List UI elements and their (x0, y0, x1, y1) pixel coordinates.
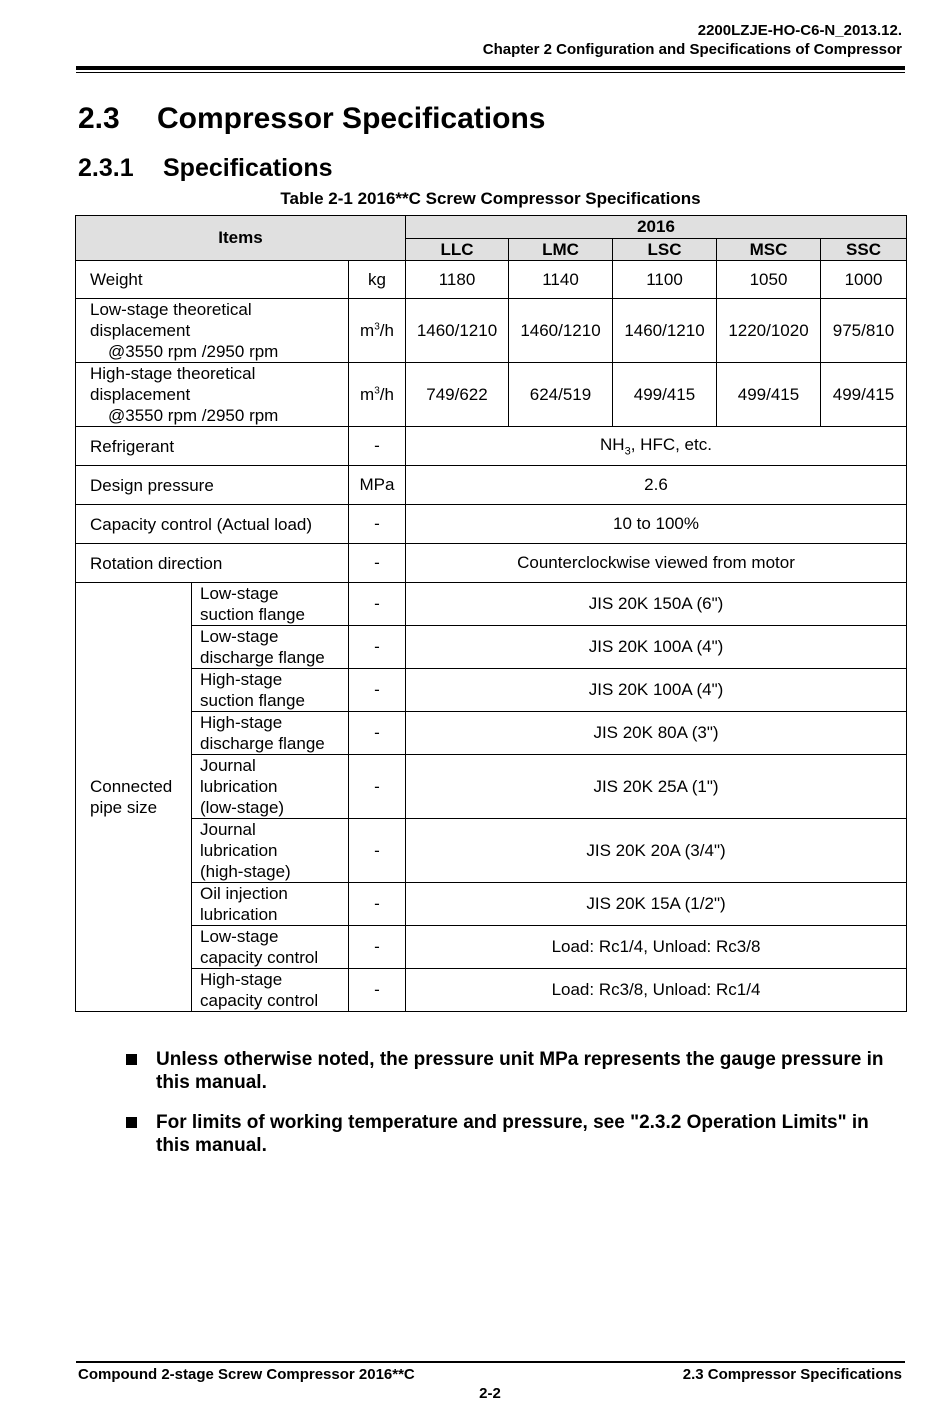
table-row (76, 969, 907, 1012)
high-displacement-line3: @3550 rpm /2950 rpm (108, 406, 279, 425)
section-heading (78, 102, 545, 136)
design-pressure-label: Design pressure (76, 466, 349, 505)
high-displacement-llc: 749/622 (406, 363, 509, 427)
pipe-item-unit: - (349, 883, 406, 926)
pipe-item-value: JIS 20K 100A (4") (406, 669, 907, 712)
low-displacement-line2: displacement (90, 321, 191, 340)
page-number: 2-2 (479, 1385, 501, 1402)
connected-pipe-size-label: Connected pipe size (76, 583, 192, 1012)
capacity-control-unit: - (349, 505, 406, 544)
low-displacement-unit: $m^3/h$ (349, 299, 406, 363)
weight-label: Weight (76, 261, 349, 299)
rotation-label: Rotation direction (76, 544, 349, 583)
pipe-item-value: JIS 20K 20A (3/4") (406, 819, 907, 883)
high-displacement-msc: 499/415 (717, 363, 821, 427)
pipe-item-value: Load: Rc1/4, Unload: Rc3/8 (406, 926, 907, 969)
table-row (76, 712, 907, 755)
capacity-control-value: 10 to 100% (406, 505, 907, 544)
model-lsc-header: LSC (613, 239, 717, 261)
model-llc-header: LLC (406, 239, 509, 261)
footer-rule (76, 1361, 905, 1363)
note-text: For limits of working temperature and pressure, see "2.3.2 Operation Limits" in this manual. (156, 1112, 869, 1156)
table-row (76, 669, 907, 712)
square-bullet-icon (126, 1054, 137, 1065)
pipe-item-unit: - (349, 926, 406, 969)
section-number: 2.3 (78, 102, 120, 135)
pipe-item-value: JIS 20K 15A (1/2") (406, 883, 907, 926)
high-displacement-lmc: 624/519 (509, 363, 613, 427)
pipe-item-label: Oil injection lubrication (192, 883, 349, 926)
pipe-item-label: Low-stage discharge flange (192, 626, 349, 669)
capacity-control-label: Capacity control (Actual load) (76, 505, 349, 544)
items-header: Items (76, 216, 406, 261)
pipe-item-unit: - (349, 583, 406, 626)
weight-unit: kg (349, 261, 406, 299)
pipe-item-unit: - (349, 819, 406, 883)
table-row (76, 755, 907, 819)
notes (124, 1048, 904, 1174)
pipe-item-label: Low-stage suction flange (192, 583, 349, 626)
table-row (76, 261, 907, 299)
table-row (76, 427, 907, 466)
table-row (76, 926, 907, 969)
weight-llc: 1180 (406, 261, 509, 299)
table-row (76, 583, 907, 626)
square-bullet-icon (126, 1117, 137, 1128)
pipe-item-value: Load: Rc3/8, Unload: Rc1/4 (406, 969, 907, 1012)
table-row (76, 363, 907, 427)
subsection-title: Specifications (163, 154, 333, 182)
pipe-item-unit: - (349, 712, 406, 755)
pipe-item-value: JIS 20K 80A (3") (406, 712, 907, 755)
pipe-item-label: Journal lubrication (low-stage) (192, 755, 349, 819)
refrigerant-label: Refrigerant (76, 427, 349, 466)
table-row (76, 466, 907, 505)
low-displacement-lmc: 1460/1210 (509, 299, 613, 363)
model-msc-header: MSC (717, 239, 821, 261)
table-row (76, 544, 907, 583)
table-row (76, 505, 907, 544)
high-displacement-lsc: 499/415 (613, 363, 717, 427)
pipe-item-value: JIS 20K 25A (1") (406, 755, 907, 819)
weight-lmc: 1140 (509, 261, 613, 299)
pipe-item-value: JIS 20K 150A (6") (406, 583, 907, 626)
model-header: 2016 (406, 216, 907, 239)
refrigerant-unit: - (349, 427, 406, 466)
table-row (76, 819, 907, 883)
high-displacement-ssc: 499/415 (821, 363, 907, 427)
pipe-item-unit: - (349, 669, 406, 712)
document-code: 2200LZJE-HO-C6-N_2013.12. (697, 22, 902, 39)
pipe-item-label: High-stage capacity control (192, 969, 349, 1012)
refrigerant-value: $NH_3$, HFC, etc. (406, 427, 907, 466)
weight-ssc: 1000 (821, 261, 907, 299)
pipe-item-label: High-stage suction flange (192, 669, 349, 712)
low-displacement-msc: 1220/1020 (717, 299, 821, 363)
pipe-item-unit: - (349, 755, 406, 819)
low-displacement-lsc: 1460/1210 (613, 299, 717, 363)
subsection-number: 2.3.1 (78, 154, 134, 182)
table-row (76, 299, 907, 363)
model-ssc-header: SSC (821, 239, 907, 261)
rotation-value: Counterclockwise viewed from motor (406, 544, 907, 583)
low-displacement-line3: @3550 rpm /2950 rpm (108, 342, 279, 361)
model-lmc-header: LMC (509, 239, 613, 261)
weight-lsc: 1100 (613, 261, 717, 299)
low-displacement-label (76, 299, 349, 363)
low-displacement-ssc: 975/810 (821, 299, 907, 363)
high-displacement-line1: High-stage theoretical (90, 364, 256, 383)
pipe-item-unit: - (349, 969, 406, 1012)
low-displacement-line1: Low-stage theoretical (90, 300, 252, 319)
high-displacement-unit: $m^3/h$ (349, 363, 406, 427)
footer-product: Compound 2-stage Screw Compressor 2016**C (78, 1366, 415, 1383)
chapter-title: Chapter 2 Configuration and Specifications of Compressor (482, 41, 902, 58)
low-displacement-llc: 1460/1210 (406, 299, 509, 363)
pipe-item-label: Low-stage capacity control (192, 926, 349, 969)
high-displacement-label (76, 363, 349, 427)
design-pressure-unit: MPa (349, 466, 406, 505)
rotation-unit: - (349, 544, 406, 583)
note-item (124, 1048, 904, 1094)
pipe-item-unit: - (349, 626, 406, 669)
design-pressure-value: 2.6 (406, 466, 907, 505)
pipe-item-label: Journal lubrication (high-stage) (192, 819, 349, 883)
table-row (76, 626, 907, 669)
table-caption: Table 2-1 2016**C Screw Compressor Specifications (280, 189, 701, 208)
header-rule (76, 66, 905, 70)
weight-msc: 1050 (717, 261, 821, 299)
pipe-item-label: High-stage discharge flange (192, 712, 349, 755)
subsection-heading (78, 154, 333, 183)
pipe-item-value: JIS 20K 100A (4") (406, 626, 907, 669)
specifications-table (75, 215, 907, 1012)
header-rule-thin (76, 72, 905, 73)
table-row (76, 883, 907, 926)
note-text: Unless otherwise noted, the pressure unit MPa represents the gauge pressure in this manual. (156, 1049, 884, 1093)
high-displacement-line2: displacement (90, 385, 191, 404)
footer-section: 2.3 Compressor Specifications (682, 1366, 902, 1383)
note-item (124, 1111, 904, 1157)
section-title: Compressor Specifications (157, 102, 546, 135)
